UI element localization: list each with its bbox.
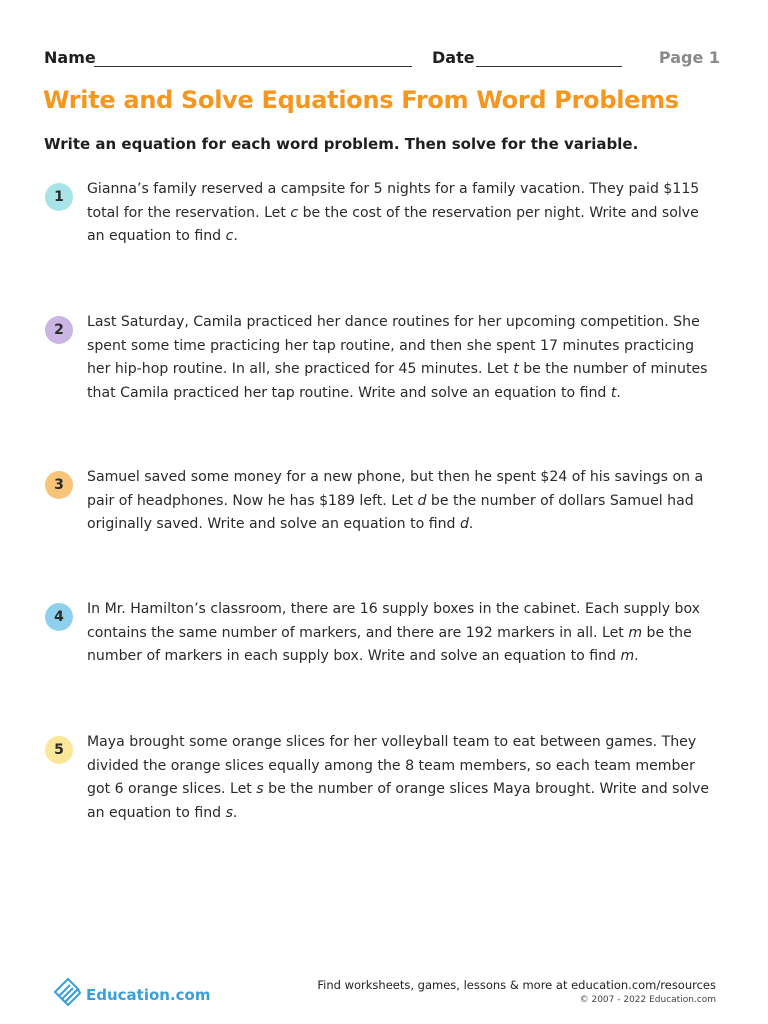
problem-number: 5 [54,742,64,758]
education-logo[interactable] [52,972,222,1008]
variable-name: d [417,492,427,509]
problem-number: 4 [54,609,64,625]
date-label: Date [432,48,475,67]
variable-name: d [459,516,469,532]
variable-name: t [610,384,617,401]
date-line[interactable] [476,66,622,67]
worksheet-header [44,48,720,70]
variable-name: s [256,781,264,797]
name-label: Name [44,48,96,67]
page-number: Page 1 [658,48,720,67]
variable-name: s [225,804,233,821]
problem-number-badge [45,603,73,631]
problem-number: 1 [54,189,64,205]
problem-number: 3 [54,477,64,493]
problem-text: Last Saturday, Camila practiced her dance routines for her upcoming competition. She spent some time practicing her tap routine, and then she spent 17 minutes practicing her hip-hop routine. In all, she practiced for 45 minutes. Let t be the number of minutes that Camila practiced her tap routine. Write and solve an equation to find t. [87,314,708,401]
problem-number-badge [45,183,73,211]
problem-number-badge [45,736,73,764]
variable-name: c [290,204,299,221]
variable-name: c [225,228,234,244]
variable-name: t [513,361,519,377]
problem-text: Samuel saved some money for a new phone, but then he spent $24 of his savings on a pair of headphones. Now he has $189 left. Let d be the number of dollars Samuel had originally saved. Write and solve an equation to find d. [87,469,704,532]
footer-info [317,978,716,1005]
name-line[interactable] [94,66,412,67]
problem-text: Maya brought some orange slices for her volleyball team to eat between games. They divided the orange slices equally among the 8 team members, so each team member got 6 orange slices. Let s be the number of orange slices Maya brought. Write and solve an equation to find s. [87,734,710,821]
problem-number-badge [45,316,73,344]
instructions: Write an equation for each word problem. Then solve for the variable. [44,135,639,153]
logo-text: Education.com [86,986,211,1004]
variable-name: m [628,624,643,641]
problem-number-badge [45,471,73,499]
copyright: © 2007 - 2022 Education.com [579,995,716,1005]
education-logo-icon [52,972,84,1012]
problem-text: In Mr. Hamilton’s classroom, there are 16 supply boxes in the cabinet. Each supply box contains the same number of markers, and there are 192 markers in all. Let m be the number of markers in each supply box. Write and solve an equation to find m. [87,601,701,664]
problem-text: Gianna’s family reserved a campsite for 5 nights for a family vacation. They paid $115 total for the reservation. Let c be the cost of the reservation per night. Write and solve an equation to find c. [87,181,700,244]
variable-name: m [620,648,635,664]
footer-tagline[interactable]: Find worksheets, games, lessons & more at education.com/resources [317,978,716,992]
problem-number: 2 [54,322,64,338]
worksheet-title: Write and Solve Equations From Word Problems [43,86,679,114]
